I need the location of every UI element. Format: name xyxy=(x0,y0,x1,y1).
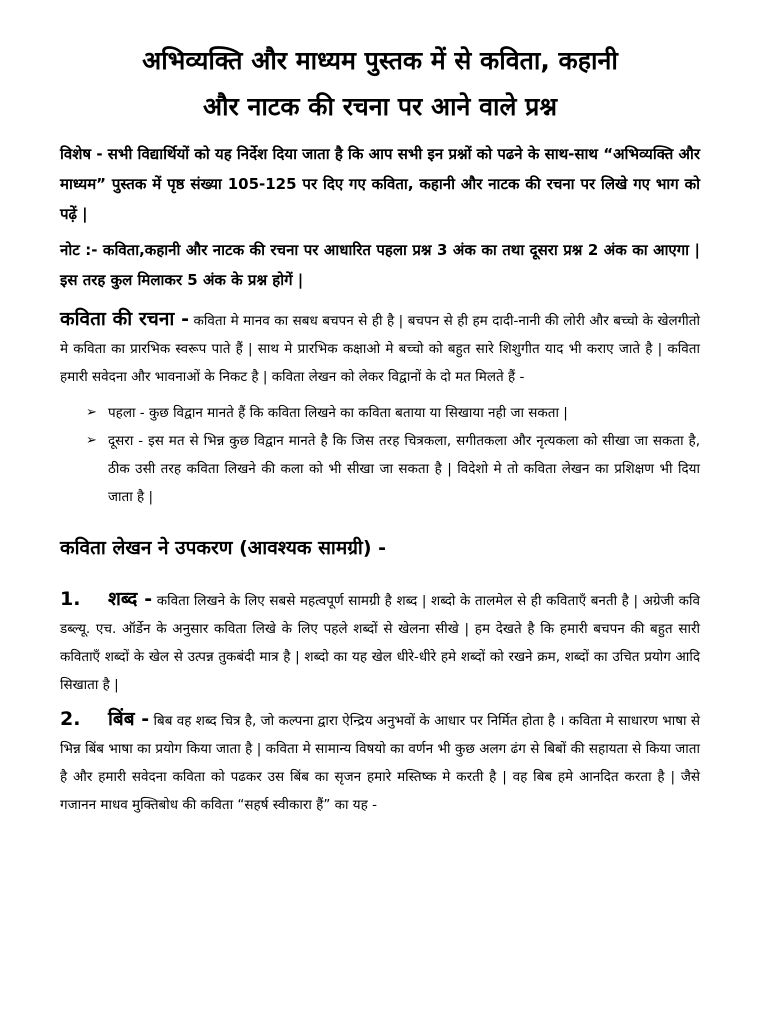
document-title xyxy=(60,38,700,130)
arrow-bullet-icon: ➢ xyxy=(86,405,97,420)
item-number: 1. xyxy=(60,588,81,610)
special-instruction: विशेष - सभी विद्यार्थियों को यह निर्देश दिया जाता है कि आप सभी इन प्रश्नों को पढने के साथ-साथ “अभिव्यक्ति और माध्यम” पुस्तक में पृष्ठ संख्या 105-125 पर दिए गए कविता, कहानी और नाटक की रचना पर लिखे गए भाग को पढ़ें | xyxy=(60,145,700,223)
opinion-list xyxy=(60,399,700,511)
note-paragraph: नोट :- कविता,कहानी और नाटक की रचना पर आधारित पहला प्रश्न 3 अंक का तथा दूसरा प्रश्न 2 अंक का आएगा | इस तरह कुल मिलाकर 5 अंक के प्रश्न होगें | xyxy=(60,241,700,289)
document-page xyxy=(60,38,700,819)
poetry-creation-text: कविता मे मानव का सबध बचपन से ही है | बचपन से ही हम दादी-नानी की लोरी और बच्चो के खेलगीतो मे कविता का प्रारभिक स्वरूप पाते हैं | साथ मे प्रारभिक कक्षाओ मे बच्चो को बहुत सारे शिशुगीत याद भी कराए जाते है | कविता हमारी सवेदना और भावनाओं के निकट है | कविता लेखन को लेकर विद्वानों के दो मत मिलते हैं - xyxy=(60,313,700,385)
item-term: बिंब - xyxy=(108,708,150,730)
tool-item-words xyxy=(60,585,700,699)
item-term: शब्द - xyxy=(108,588,153,610)
list-item xyxy=(86,427,700,511)
tools-heading: कविता लेखन ने उपकरण (आवश्यक सामग्री) - xyxy=(60,537,387,559)
item-text: बिब वह शब्द चित्र है, जो कल्पना द्वारा ऐन्द्रिय अनुभवों के आधार पर निर्मित होता है । कविता मे साधारण भाषा से भिन्न बिंब भाषा का प्रयोग किया जाता है | कविता मे सामान्य विषयो का वर्णन भी कुछ अलग ढंग से बिबों की सहायता से किया जाता है और हमारी सवेदना कविता को पढकर उस बिंब का सृजन हमारे मस्तिष्क मे करती है | वह बिब हमे आनदित करता है | जैसे गजानन माधव मुक्तिबोध की कविता “सहर्ष स्वीकारा हैं” का यह - xyxy=(60,713,700,813)
list-item xyxy=(86,399,700,427)
arrow-bullet-icon: ➢ xyxy=(86,433,97,448)
poetry-creation-heading: कविता की रचना - xyxy=(60,308,190,330)
item-text: कविता लिखने के लिए सबसे महत्वपूर्ण सामग्री है शब्द | शब्दो के तालमेल से ही कविताएँ बनती है | अग्रेजी कवि डब्ल्यू. एच. ऑर्डेन के अनुसार कविता लिखे के लिए पहले शब्दों से खेलना सीखे | हम देखते है कि हमारी बचपन की बहुत सारी कविताएँ शब्दों के खेल से उत्पन्न तुकबंदी मात्र है | शब्दो का यह खेल धीरे-धीरे हमे शब्दों को रखने क्रम, शब्दों का उचित प्रयोग आदि सिखाता है | xyxy=(60,593,700,693)
item-number: 2. xyxy=(60,708,81,730)
tool-item-image xyxy=(60,705,700,819)
title-line-2: और नाटक की रचना पर आने वाले प्रश्न xyxy=(202,92,558,121)
title-line-1: अभिव्यक्ति और माध्यम पुस्तक में से कविता, कहानी xyxy=(142,46,618,75)
list-item-text: दूसरा - इस मत से भिन्न कुछ विद्वान मानते है कि जिस तरह चित्रकला, सगीतकला और नृत्यकला को सीखा जा सकता है, ठीक उसी तरह कविता लिखने की कला को भी सीखा जा सकता है | विदेशो मे तो कविता लेखन का प्रशिक्षण भी दिया जाता है | xyxy=(108,433,700,505)
poetry-creation-paragraph xyxy=(60,305,700,391)
list-item-text: पहला - कुछ विद्वान मानते हैं कि कविता लिखने का कविता बताया या सिखाया नही जा सकता | xyxy=(108,405,568,421)
